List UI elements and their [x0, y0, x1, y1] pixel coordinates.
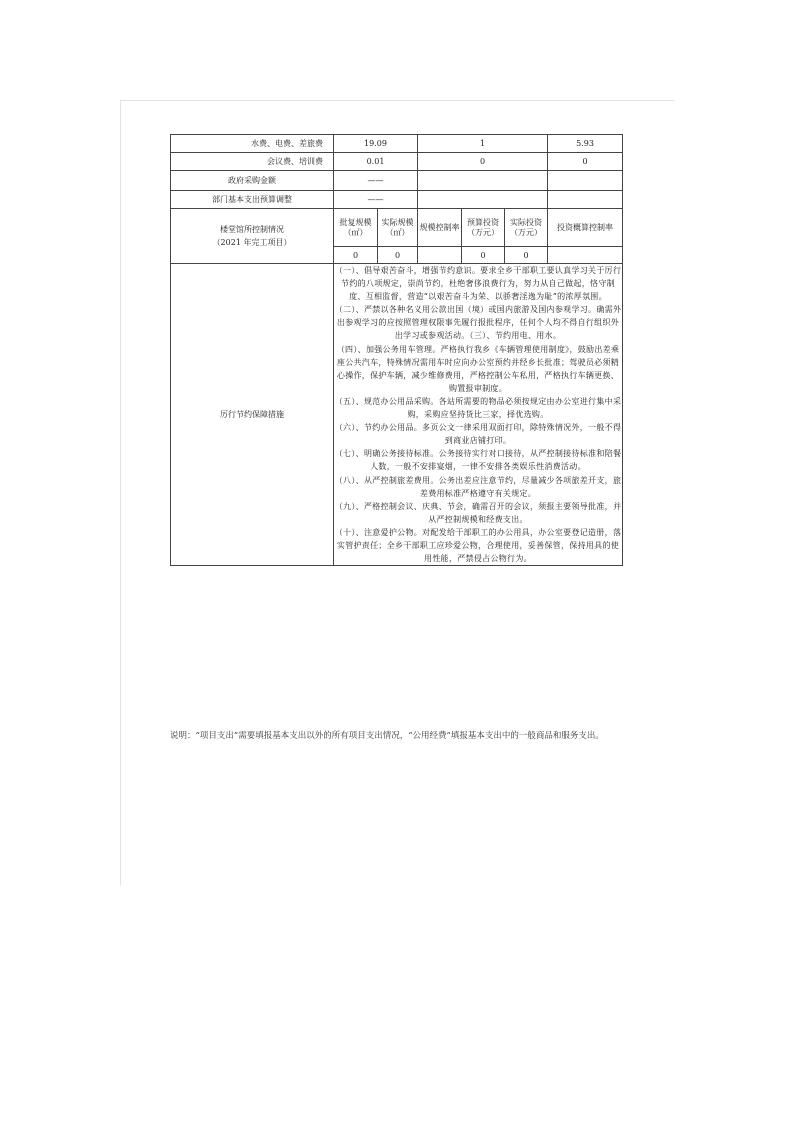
table-row	[171, 264, 623, 566]
header-approved-scale: 批复规模（㎡）	[334, 209, 378, 247]
building-label-line1: 楼堂馆所控制情况	[220, 225, 284, 234]
cell-value	[548, 247, 623, 264]
header-actual-investment: 实际投资（万元）	[505, 209, 548, 247]
measure-paragraph: （七）、明确公务接待标准。公务接待实行对口接待，从严控制接待标准和陪餐人数，一般不安排宴烟，一律不安排各类娱乐性消费活动。	[334, 449, 622, 472]
measure-paragraph: （十）、注意爱护公物。对配发给干部职工的办公用具，办公室要登记造册，落实管护责任；全乡干部职工应珍爱公物，合理使用，妥善保管，保持用具的使用性能，严禁侵占公物行为。	[334, 527, 622, 564]
page-border-top	[120, 100, 675, 101]
header-actual-scale: 实际规模（㎡）	[378, 209, 418, 247]
page-border-left	[120, 100, 121, 885]
cell-value: 1	[418, 135, 548, 153]
cell-value	[418, 247, 462, 264]
cell-value: 0	[462, 247, 505, 264]
cell-value: ——	[334, 171, 418, 191]
measure-paragraph: （一）、倡导艰苦奋斗，增强节约意识。要求全乡干部职工要认真学习关于厉行节约的八项规定，崇尚节约，杜绝奢侈浪费行为，努力从自己做起，恪守制度、互相监督，营造“以艰苦奋斗为荣、以骄奢淫逸为耻”的浓厚氛围。	[334, 266, 622, 302]
cell-value: ——	[334, 191, 418, 209]
cell-value: 0	[334, 247, 378, 264]
measure-paragraph: （六）、节约办公用品。多页公文一律采用双面打印，除特殊情况外，一般不得到商业店铺打印。	[334, 423, 622, 446]
measure-paragraph: （八）、从严控制旅差费用。公务出差应注意节约，尽量减少各项旅差开支，旅差费用标准严格遵守有关规定。	[334, 475, 622, 498]
footnote: 说明：“项目支出”需要填报基本支出以外的所有项目支出情况，“公用经费”填报基本支出中的一般商品和服务支出。	[170, 731, 604, 741]
row-label: 水费、电费、差旅费	[171, 135, 334, 153]
table-row	[171, 171, 623, 191]
measure-paragraph: （四）、加强公务用车管理。严格执行我乡《车辆管理使用制度》，鼓励出差乘座公共汽车，特殊情况需用车时应向办公室预约并经乡长批准；驾驶员必须精心操作，保护车辆，减少维修费用，严格控制公车私用，严格执行车辆更换、购置报审制度。	[336, 344, 620, 393]
row-label: 会议费、培训费	[171, 153, 334, 171]
table-row	[171, 135, 623, 153]
table-row	[171, 153, 623, 171]
cell-value: 0	[418, 153, 548, 171]
header-scale-control-rate: 规模控制率	[418, 209, 462, 247]
table-row	[171, 209, 623, 247]
building-label-line2: （2021 年完工项目）	[212, 238, 292, 247]
measures-content	[334, 264, 623, 566]
measure-paragraph: （二）、严禁以各种名义用公款出国（境）或国内旅游及国内参观学习。确需外出参观学习的应按照管理权限事先履行报批程序，任何个人均不得自行组织外出学习或参观活动。（三）、节约用电、用水。	[334, 305, 622, 341]
measure-paragraph: （九）、严格控制会议、庆典、节会，确需召开的会议，须报主要领导批准，并从严控制规模和经费支出。	[334, 501, 622, 524]
cell-value: 0	[505, 247, 548, 264]
cell-value: 0	[548, 153, 623, 171]
building-label	[171, 209, 334, 264]
header-investment-control-rate: 投资概算控制率	[548, 209, 623, 247]
measure-paragraph: （五）、规范办公用品采购。各站所需要的物品必须按规定由办公室进行集中采购，采购应坚持货比三家，择优选购。	[334, 396, 622, 420]
cell-value: 19.09	[334, 135, 418, 153]
row-label: 政府采购金额	[171, 171, 334, 191]
budget-table	[170, 134, 623, 566]
table-row	[171, 191, 623, 209]
cell-value: 0	[378, 247, 418, 264]
measures-label: 厉行节约保障措施	[171, 264, 334, 566]
row-label: 部门基本支出预算调整	[171, 191, 334, 209]
cell-value: 0.01	[334, 153, 418, 171]
cell-value: 5.93	[548, 135, 623, 153]
header-budget-investment: 预算投资（万元）	[462, 209, 505, 247]
